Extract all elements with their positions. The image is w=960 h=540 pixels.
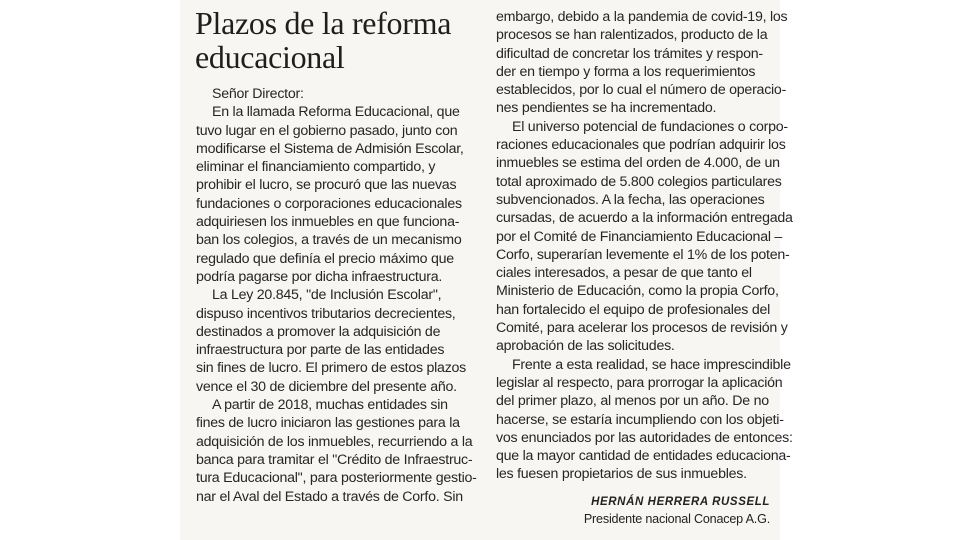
text-line: tura Educacional", para posteriormente gestio- [196, 470, 477, 487]
text-line: aprobación de las solicitudes. [496, 338, 675, 355]
text-line: les fuesen propietarios de sus inmuebles. [496, 466, 747, 483]
left-column [196, 85, 477, 506]
text-line: del primer plazo, al menos por un año. De no [496, 393, 769, 410]
text-line: vence el 30 de diciembre del presente año. [196, 378, 457, 395]
text-line: inmuebles se estima del orden de 4.000, de un [496, 155, 780, 172]
text-line: infraestructura por parte de las entidades [196, 342, 445, 359]
text-line: Señor Director: [212, 86, 304, 102]
text-line: embargo, debido a la pandemia de covid-19, los [496, 9, 788, 25]
text-line: fines de lucro iniciaron las gestiones para la [196, 415, 460, 432]
text-line: hacerse, se estaría incumpliendo con los objeti- [496, 411, 784, 428]
text-line: adquisición de los inmuebles, recurriendo a la [196, 433, 473, 450]
text-line: establecidos, por lo cual el número de operacio- [496, 82, 787, 99]
text-line: der en tiempo y forma a los requerimientos [496, 63, 756, 80]
text-line: cursadas, de acuerdo a la información entregada [496, 210, 793, 227]
text-line: vos enunciados por las autoridades de entonces: [496, 429, 793, 446]
text-line: dispuso incentivos tributarios decrecientes, [196, 305, 456, 322]
text-line: nes pendientes se ha incrementado. [496, 100, 717, 117]
author-name: HERNÁN HERRERA RUSSELL [591, 496, 770, 508]
text-line: legislar al respecto, para prorrogar la aplicación [496, 374, 783, 391]
text-line: La Ley 20.845, "de Inclusión Escolar", [212, 287, 442, 304]
right-column [496, 8, 793, 484]
text-line: fundaciones o corporaciones educacionales [196, 195, 462, 212]
text-line: que la mayor cantidad de entidades educaciona- [496, 448, 791, 465]
text-line: procesos se han ralentizados, producto de la [496, 27, 768, 44]
text-line: modificarse el Sistema de Admisión Escolar, [196, 140, 464, 157]
author-role: Presidente nacional Conacep A.G. [583, 512, 770, 526]
text-line: ban los colegios, a través de un mecanismo [196, 232, 462, 249]
text-line: sin fines de lucro. El primero de estos plazos [196, 360, 467, 377]
text-line: Frente a esta realidad, se hace imprescindible [512, 356, 791, 373]
text-line: raciones educacionales que podrían adquirir los [496, 137, 786, 154]
text-line: tuvo lugar en el gobierno pasado, junto con [196, 122, 458, 139]
article-title [195, 6, 485, 74]
text-line: Comité, para acelerar los procesos de revisión y [496, 320, 788, 337]
text-line: subvencionados. A la fecha, las operaciones [496, 191, 765, 208]
text-line: destinados a promover la adquisición de [196, 323, 441, 340]
text-line: ciales interesados, a pesar de que tanto el [496, 265, 752, 282]
text-line: En la llamada Reforma Educacional, que [212, 104, 460, 121]
text-line: A partir de 2018, muchas entidades sin [212, 397, 448, 414]
text-line: regulado que definía el precio máximo que [196, 250, 454, 267]
text-line: Ministerio de Educación, como la propia Corfo, [496, 283, 779, 300]
text-line: banca para tramitar el "Crédito de Infraestruc- [196, 451, 473, 468]
text-line: han fortalecido el equipo de profesionales del [496, 301, 771, 318]
title-line: Plazos de la reforma [195, 5, 452, 41]
title-line: educacional [195, 39, 345, 75]
text-line: prohibir el lucro, se procuró que las nuevas [196, 177, 457, 194]
text-line: total aproximado de 5.800 colegios particulares [496, 173, 782, 190]
text-line: Corfo, superarían levemente el 1% de los poten- [496, 246, 790, 263]
text-line: adquiriesen los inmuebles en que funciona- [196, 214, 460, 231]
signature-block [496, 494, 770, 528]
text-line: eliminar el financiamiento compartido, y [196, 159, 436, 176]
text-line: nar el Aval del Estado a través de Corfo. Sin [196, 488, 463, 505]
text-line: podría pagarse por dicha infraestructura. [196, 268, 443, 285]
text-line: dificultad de concretar los trámites y respon- [496, 45, 763, 62]
text-line: El universo potencial de fundaciones o corpo- [512, 118, 788, 135]
text-line: por el Comité de Financiamiento Educacional – [496, 228, 783, 245]
